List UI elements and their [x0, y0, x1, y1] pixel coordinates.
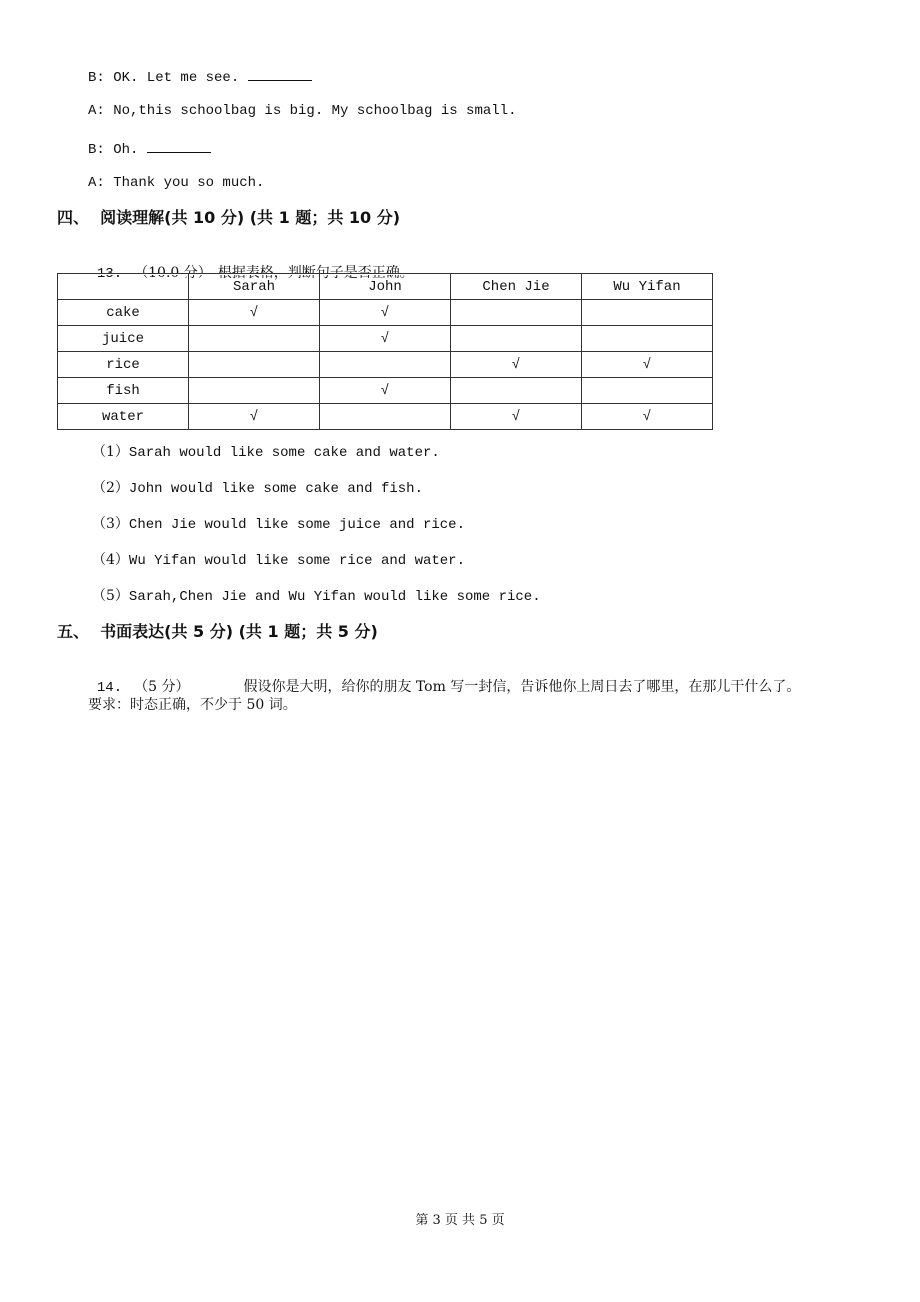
table-row	[58, 300, 713, 326]
table-cell	[189, 378, 320, 404]
table-cell	[582, 300, 713, 326]
statement-text: Wu Yifan would like some rice and water.	[128, 553, 465, 569]
table-cell: juice	[58, 326, 189, 352]
section-4-title: 四、 阅读理解(共 10 分) (共 1 题；共 10 分)	[57, 208, 401, 227]
dialogue-line-2: A: No,this schoolbag is big. My schoolbag is small.	[88, 103, 517, 119]
question-score: （5 分）	[134, 679, 190, 695]
question-score: （10.0 分）	[134, 265, 212, 281]
page-footer: 第 3 页 共 5 页	[415, 1213, 505, 1228]
table-cell	[582, 378, 713, 404]
table-cell: water	[58, 404, 189, 430]
table-header-cell: John	[320, 274, 451, 300]
table-cell: √	[320, 326, 451, 352]
table-header-cell: Sarah	[189, 274, 320, 300]
question-number: 14.	[96, 680, 123, 696]
table-cell	[320, 352, 451, 378]
table-header-cell: Chen Jie	[451, 274, 582, 300]
table-cell	[451, 300, 582, 326]
table-header-cell: Wu Yifan	[582, 274, 713, 300]
answer-blank[interactable]	[147, 138, 211, 153]
table-cell	[189, 326, 320, 352]
table-cell	[582, 326, 713, 352]
table-cell	[451, 378, 582, 404]
statement-2	[92, 479, 423, 498]
section-5-title: 五、 书面表达(共 5 分) (共 1 题；共 5 分)	[57, 622, 378, 641]
question-prompt: 根据表格，判断句子是否正确。	[217, 265, 414, 281]
table-row	[58, 352, 713, 378]
statement-number: （3）	[92, 516, 129, 532]
question-number: 13.	[96, 266, 123, 282]
statement-number: （1）	[92, 444, 129, 460]
statement-text: John would like some cake and fish.	[128, 481, 423, 497]
table-cell: √	[582, 352, 713, 378]
table-row	[58, 378, 713, 404]
statement-number: （5）	[92, 588, 129, 604]
table-cell: √	[451, 352, 582, 378]
dialogue-text: B: Oh.	[88, 142, 147, 158]
table-cell: √	[320, 300, 451, 326]
table-cell: √	[320, 378, 451, 404]
table-cell	[189, 352, 320, 378]
question-14	[88, 660, 800, 697]
table-row	[58, 326, 713, 352]
table-cell: √	[189, 404, 320, 430]
statement-4	[92, 551, 465, 570]
table-cell: fish	[58, 378, 189, 404]
question-prompt: 假设你是大明，给你的朋友 Tom 写一封信，告诉他你上周日去了哪里，在那儿干什么了。	[243, 679, 801, 695]
dialogue-line-1	[88, 66, 312, 87]
answer-blank[interactable]	[248, 66, 312, 81]
statement-1	[92, 443, 440, 462]
statement-text: Sarah would like some cake and water.	[128, 445, 440, 461]
table-header-row	[58, 274, 713, 300]
statement-text: Sarah,Chen Jie and Wu Yifan would like some rice.	[128, 589, 541, 605]
statement-text: Chen Jie would like some juice and rice.	[128, 517, 465, 533]
table-row	[58, 404, 713, 430]
statement-5	[92, 587, 541, 606]
table-cell: cake	[58, 300, 189, 326]
table-cell	[451, 326, 582, 352]
statement-3	[92, 515, 465, 534]
table-cell: √	[189, 300, 320, 326]
dialogue-line-4: A: Thank you so much.	[88, 175, 265, 191]
statement-number: （4）	[92, 552, 129, 568]
table-header-cell	[58, 274, 189, 300]
table-cell: √	[582, 404, 713, 430]
food-table	[57, 273, 713, 430]
question-14-requirement: 要求：时态正确，不少于 50 词。	[88, 697, 297, 713]
table-cell	[320, 404, 451, 430]
table-cell: rice	[58, 352, 189, 378]
dialogue-text: B: OK. Let me see.	[88, 70, 248, 86]
statement-number: （2）	[92, 480, 129, 496]
table-cell: √	[451, 404, 582, 430]
dialogue-line-3	[88, 138, 211, 159]
